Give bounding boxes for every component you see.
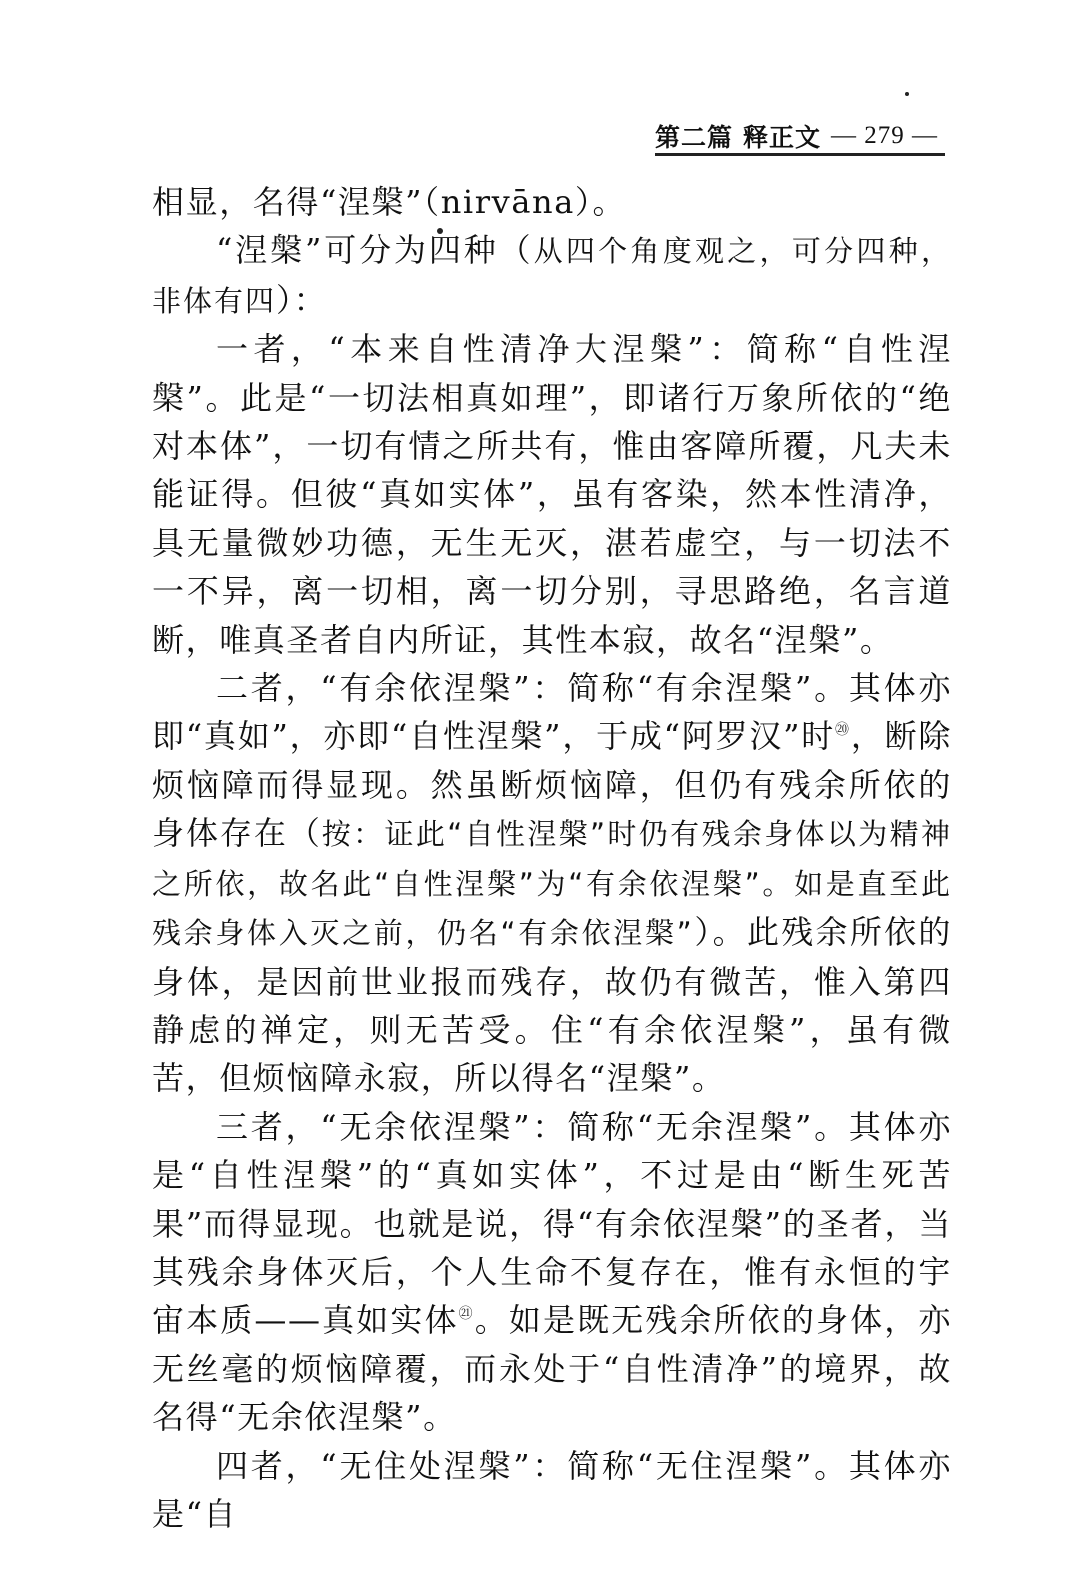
paragraph-2: 一者，“本来自性清净大涅槃”：简称“自性涅槃”。此是“一切法相真如理”，即诸行万象所依的“绝对本体”，一切有情之所共有，惟由客障所覆，凡夫未能证得。但彼“真如实体”，虽有客染，然本性清净，具无量微妙功德，无生无灭，湛若虚空，与一切法不一不异，离一切相，离一切分别，寻思路绝，名言道断，唯真圣者自内所证，其性本寂，故名“涅槃”。 — [152, 330, 952, 659]
footnote-ref-20[interactable]: ⑳ — [835, 722, 851, 739]
paragraph-3: 二者，“有余依涅槃”：简称“有余涅槃”。其体亦即“真如”，亦即“自性涅槃”，于成“阿罗汉”时⑳，断除烦恼障而得显现。然虽断烦恼障，但仍有残余所依的身体存在（按：证此“自性涅槃”时仍有残余身体以为精神之所依，故名此“自性涅槃”为“有余依涅槃”。如是直至此残余身体入灭之前，仍名“有余依涅槃”）。此残余所依的身体，是因前世业报而残存，故仍有微苦，惟入第四静虑的禅定，则无苦受。住“有余依涅槃”，虽有微苦，但烦恼障永寂，所以得名“涅槃”。 — [152, 669, 952, 1098]
footnote-ref-21[interactable]: ㉑ — [458, 1306, 475, 1323]
header-part: 第二篇 — [655, 123, 734, 152]
paragraph-0: 相显，名得“涅槃”（nirvāna）。 — [152, 183, 627, 221]
paragraph-1: “涅槃”可分为四种（从四个角度观之，可分四种，非体有四）： — [152, 231, 952, 319]
running-header — [655, 116, 945, 156]
page-number: — 279 — — [831, 122, 939, 149]
header-title: 释正文 — [743, 123, 822, 152]
header-rule — [655, 153, 945, 156]
paragraph-1-note: 从四个角度观之，可分四种，非体有四 — [152, 234, 952, 318]
paragraph-5: 四者，“无住处涅槃”：简称“无住涅槃”。其体亦是“自 — [152, 1446, 952, 1533]
paragraph-3-note: 按：证此“自性涅槃”时仍有残余身体以为精神之所依，故名此“自性涅槃”为“有余依涅槃”。如是直至此残余身体入灭之前，仍名“有余依涅槃” — [152, 817, 952, 951]
paragraph-4: 三者，“无余依涅槃”：简称“无余涅槃”。其体亦是“自性涅槃”的“真如实体”，不过是由“断生死苦果”而得显现。也就是说，得“有余依涅槃”的圣者，当其残余身体灭后，个人生命不复存在，惟有永恒的宇宙本质——真如实体$^㉑$。如是既无残余所依的身体，亦无丝毫的烦恼障覆，而永处于“自性清净”的境界，故名得“无余依涅槃”。 — [152, 1107, 953, 1437]
body-text — [152, 178, 952, 1538]
ink-speck — [905, 92, 909, 96]
